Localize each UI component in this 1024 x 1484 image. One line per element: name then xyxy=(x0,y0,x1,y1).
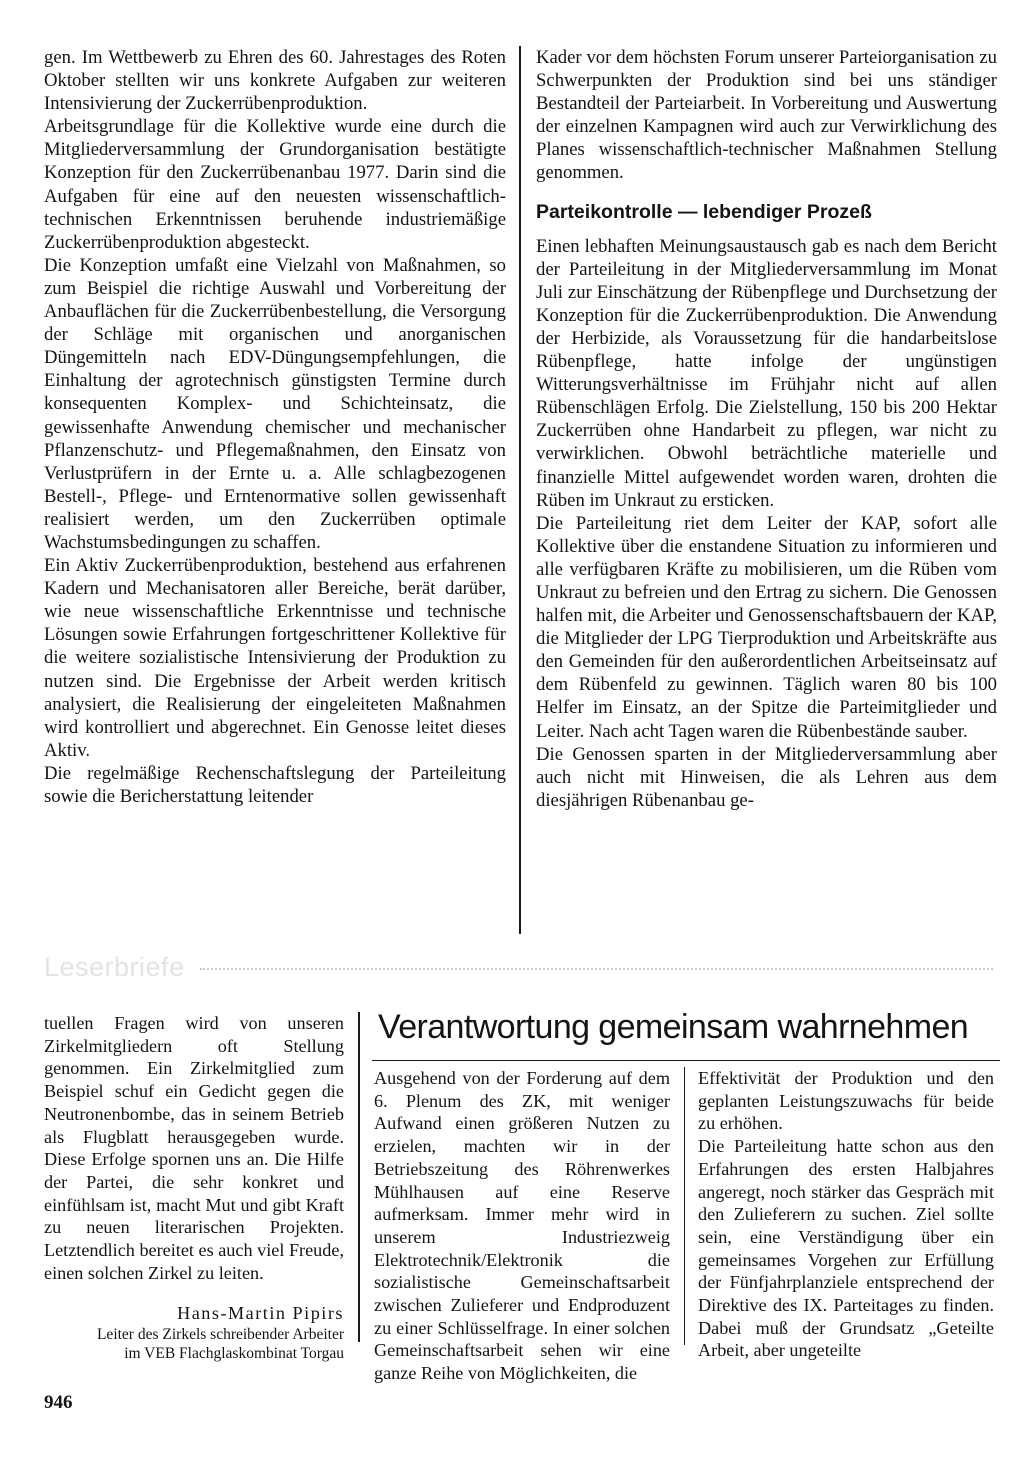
paragraph: Die Parteileitung riet dem Leiter der KAP, sofort alle Kollektive über die enstandene Situation zu informieren und alle verfügbaren Kräfte zu mobilisieren, um die Rüben vom Unkraut zu befreien und den Ertrag zu sichern. Die Genossen halfen mit, die Arbeiter und Genossenschaftsbauern der KAP, die Mitglieder der LPG Tierproduktion und Arbeitskräfte aus den Gemeinden für den außerordentlichen Arbeitseinsatz auf dem Rübenfeld zu gewinnen. Täglich waren 80 bis 100 Helfer im Einsatz, an der Spitze die Parteimitglieder und Leiter. Nach acht Tagen waren die Rübenbestände sauber. xyxy=(536,512,997,742)
author-role: Leiter des Zirkels schreibender Arbeiter xyxy=(96,1326,344,1344)
letter-text: tuellen Fragen wird von unseren Zirkelmitgliedern oft Stellung genommen. Ein Zirkelmitglied zum Beispiel schuf ein Gedicht gegen die Neutronenbombe, das in seinem Betrieb als Flugblatt herausgegeben wurde. Diese Erfolge spornen uns an. Die Hilfe der Partei, die sehr konkret und einfühlsam ist, macht Mut und gibt Kraft zu neuen literarischen Projekten. Letztendlich bereitet es auch viel Freude, einen solchen Zirkel zu leiten. xyxy=(44,1013,344,1283)
headline-rule xyxy=(372,1060,1000,1061)
paragraph: Ausgehend von der Forderung auf dem 6. Plenum des ZK, mit weniger Aufwand einen größeren Nutzen zu erzielen, machten wir in der Betriebszeitung des Röhrenwerkes Mühlhausen auf eine Reserve aufmerksam. Immer mehr wird in unserem Industriezweig Elektrotechnik/Elektronik die sozialistische Gemeinschaftsarbeit zwischen Zulieferer und Endproduzent zu einer Schlüsselfrage. In einer solchen Gemeinschaftsarbeit sehen wir eine ganze Reihe von Möglichkeiten, die xyxy=(374,1068,670,1384)
author-role: im VEB Flachglaskombinat Torgau xyxy=(124,1345,344,1363)
section-label: Leserbriefe xyxy=(44,952,185,982)
letter-column xyxy=(44,1012,344,1363)
paragraph: Die Genossen sparten in der Mitgliederversammlung aber auch nicht mit Hinweisen, die als Lehren aus dem diesjährigen Rübenanbau ge- xyxy=(536,743,997,811)
paragraph: Die Konzeption umfaßt eine Vielzahl von Maßnahmen, so zum Beispiel die richtige Auswahl und Vorbereitung der Anbauflächen für die Zuckerrübenbestellung, die Versorgung der Schläge mit organischen und anorganischen Düngemitteln nach EDV-Düngungsempfehlungen, die Einhaltung der agrotechnisch günstigsten Termine durch konsequenten Komplex- und Schichteinsatz, die gewissenhafte Anwendung chemischer und mechanischer Pflanzenschutz- und Pflegemaßnahmen, den Einsatz von Verlustprüfern in der Ernte u. a. Alle schlagbezogenen Bestell-, Pflege- und Erntenormative sollen gewissenhaft realisiert werden, um den Zuckerrüben optimale Wachstumsbedingungen zu schaffen. xyxy=(44,254,506,553)
author-name: Hans-Martin Pipirs xyxy=(177,1303,344,1324)
page-number: 946 xyxy=(44,1392,73,1413)
paragraph: Effektivität der Produktion und den geplanten Leistungszuwachs für beide zu erhöhen. xyxy=(698,1068,994,1134)
paragraph: Kader vor dem höchsten Forum unserer Parteiorganisation zu Schwerpunkten der Produktion sind bei uns ständiger Bestandteil der Parteiarbeit. In Vorbereitung und Auswertung der einzelnen Kampagnen wird auch zur Verwirklichung des Planes wissenschaftlich-technischer Maßnahmen Stellung genommen. xyxy=(536,47,997,184)
paragraph: Arbeitsgrundlage für die Kollektive wurde eine durch die Mitgliederversammlung der Grundorganisation bestätigte Konzeption für den Zuckerrübenanbau 1977. Darin sind die Aufgaben für eine auf den neuesten wissenschaftlich-technischen Erkenntnissen beruhende industriemäßige Zuckerrübenproduktion abgesteckt. xyxy=(44,116,506,253)
top-right-column xyxy=(536,46,997,812)
column-divider xyxy=(684,1067,685,1345)
section-subheading: Parteikontrolle — lebendiger Prozeß xyxy=(536,200,872,223)
letter-headline: Verantwortung gemeinsam wahrnehmen xyxy=(378,1008,969,1046)
paragraph: Die regelmäßige Rechenschaftslegung der Parteileitung sowie die Bericherstattung leitender xyxy=(44,762,506,807)
letter2-column-a xyxy=(374,1067,670,1385)
column-divider xyxy=(358,1012,360,1342)
paragraph: gen. Im Wettbewerb zu Ehren des 60. Jahrestages des Roten Oktober stellten wir uns konkrete Aufgaben zur weiteren Intensivierung der Zuckerrübenproduktion. xyxy=(44,47,506,115)
column-divider xyxy=(519,46,521,934)
letter2-column-b xyxy=(698,1067,994,1362)
top-left-column xyxy=(44,46,506,808)
paragraph: Einen lebhaften Meinungsaustausch gab es nach dem Bericht der Parteileitung in der Mitgliederversammlung im Monat Juli zur Einschätzung der Rübenpflege und Durchsetzung der Konzeption für die Zuckerrübenproduktion. Die Anwendung der Herbizide, als Voraussetzung für die handarbeitslose Rübenpflege, hatte infolge der ungünstigen Witterungsverhältnisse im Frühjahr nicht auf allen Rübenschlägen Erfolg. Die Zielstellung, 150 bis 200 Hektar Zuckerrüben ohne Handarbeit zu pflegen, war nicht zu verwirklichen. Obwohl beträchtliche materielle und finanzielle Mittel aufgewendet worden waren, drohten die Rüben im Unkraut zu ersticken. xyxy=(536,235,997,511)
section-dotted-rule xyxy=(200,968,993,970)
paragraph: Die Parteileitung hatte schon aus den Erfahrungen des ersten Halbjahres angeregt, noch stärker das Gespräch mit den Zulieferern zu suchen. Ziel sollte sein, eine Verständigung über ein gemeinsames Vorgehen zur Erfüllung der Fünfjahrplanziele entsprechend der Direktive des IX. Parteitages zu finden. Dabei muß der Grundsatz „Geteilte Arbeit, aber ungeteilte xyxy=(698,1136,994,1361)
paragraph: Ein Aktiv Zuckerrübenproduktion, bestehend aus erfahrenen Kadern und Mechanisatoren aller Bereiche, berät darüber, wie neue wissenschaftliche Erkenntnisse und technische Lösungen sowie Erfahrungen fortgeschrittener Kollektive für die weitere sozialistische Intensivierung der Produktion zu nutzen sind. Die Ergebnisse der Arbeit werden kritisch analysiert, die Realisierung der eingeleiteten Maßnahmen wird kontrolliert und abgerechnet. Ein Genosse leitet dieses Aktiv. xyxy=(44,555,506,761)
